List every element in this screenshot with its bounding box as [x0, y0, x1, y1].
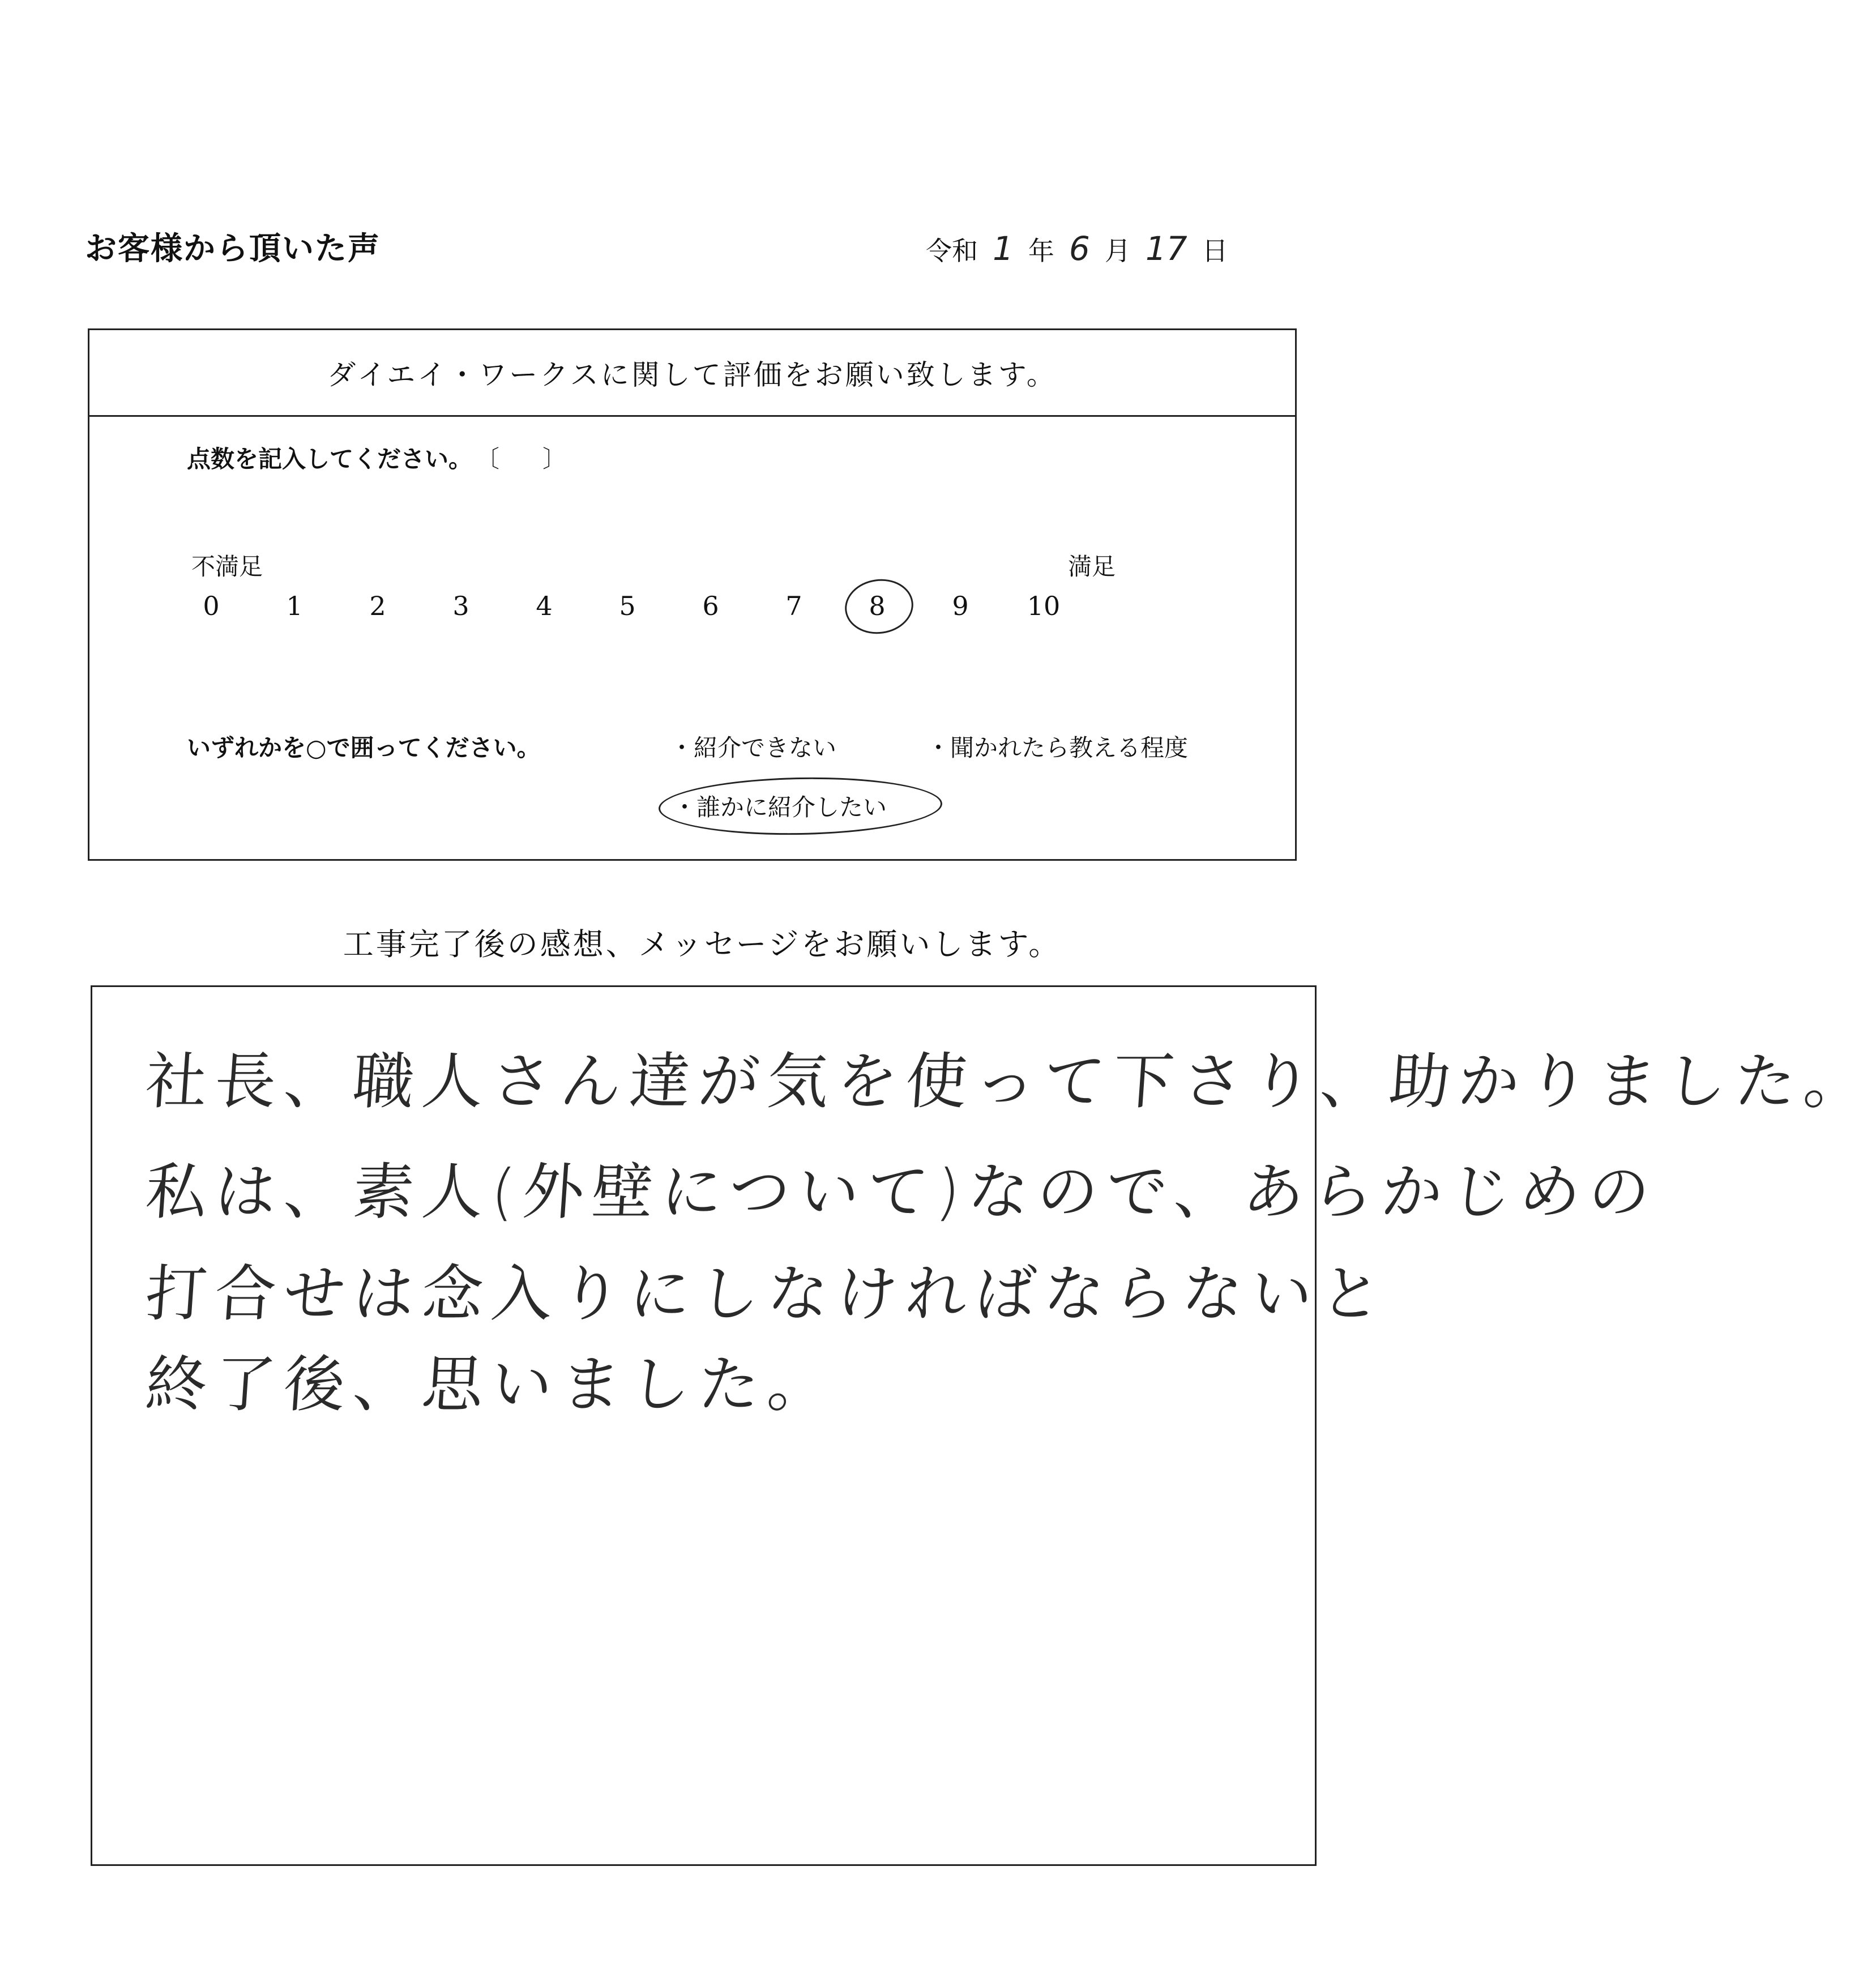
score-option-5[interactable]: 5 — [619, 591, 636, 621]
message-heading: 工事完了後の感想、メッセージをお願いします。 — [343, 926, 1062, 962]
score-option-2[interactable]: 2 — [369, 591, 386, 621]
score-bracket-open: 〔 — [476, 445, 500, 473]
scale-low-label: 不満足 — [191, 553, 263, 580]
handwritten-line: 終了後、思いました。 — [143, 1349, 839, 1420]
score-option-10[interactable]: 10 — [1027, 591, 1061, 621]
date-line — [926, 229, 1228, 268]
scale-high-label: 満足 — [1068, 553, 1116, 580]
score-option-8[interactable]: 8 — [869, 591, 886, 621]
score-option-0[interactable]: 0 — [203, 591, 220, 621]
handwritten-line: 社長、職人さん達が気を使って下さり、助かりました。 — [143, 1047, 1875, 1117]
referral-selection-circle — [658, 775, 943, 838]
handwritten-line: 私は、素人(外壁について)なので、あらかじめの — [143, 1157, 1660, 1228]
referral-option-if-asked[interactable]: ・聞かれたら教える程度 — [926, 734, 1189, 762]
handwritten-line: 打合せは念入りにしなければならないと — [143, 1259, 1392, 1330]
referral-option-cannot[interactable]: ・紹介できない — [670, 734, 837, 762]
message-box[interactable] — [91, 985, 1875, 1866]
score-scale — [203, 579, 1208, 630]
score-option-3[interactable]: 3 — [452, 591, 469, 621]
page-title: お客様から頂いた声 — [85, 230, 381, 267]
date-year-handwritten: 1 — [993, 229, 1014, 268]
score-prompt — [187, 441, 566, 475]
referral-prompt: いずれかを○で囲ってください。 — [187, 734, 541, 762]
score-prompt-text: 点数を記入してください。 — [187, 445, 473, 473]
date-month-unit: 月 — [1104, 236, 1131, 266]
date-month-handwritten: 6 — [1069, 229, 1090, 268]
score-option-4[interactable]: 4 — [536, 591, 553, 621]
date-era: 令和 — [926, 236, 978, 266]
score-bracket-close: 〕 — [542, 445, 567, 473]
evaluation-heading: ダイエイ・ワークスに関して評価をお願い致します。 — [89, 330, 1295, 417]
score-option-1[interactable]: 1 — [286, 591, 303, 621]
evaluation-box — [88, 328, 1297, 861]
selected-score-circle — [841, 575, 917, 638]
date-year-unit: 年 — [1028, 236, 1054, 266]
referral-option-want-to[interactable]: ・誰かに紹介したい — [673, 793, 887, 821]
score-option-7[interactable]: 7 — [785, 591, 802, 621]
date-day-handwritten: 17 — [1145, 229, 1187, 268]
score-option-9[interactable]: 9 — [952, 591, 969, 621]
score-option-6[interactable]: 6 — [702, 591, 719, 621]
date-day-unit: 日 — [1202, 236, 1228, 266]
